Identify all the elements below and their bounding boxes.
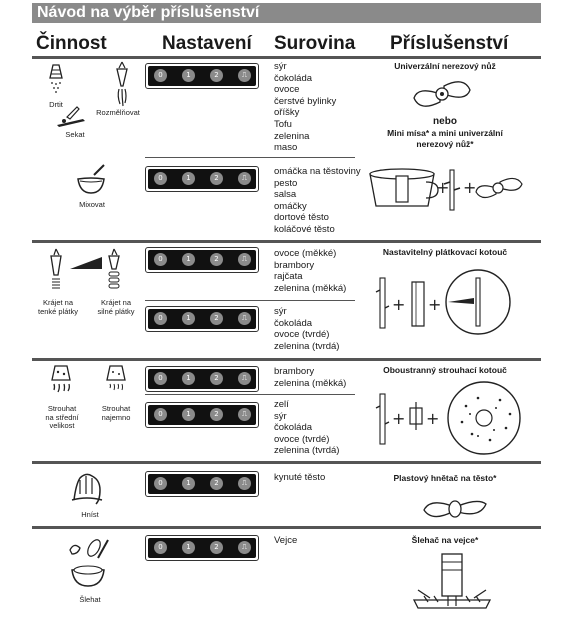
activity-label-mix: Mixovat: [79, 200, 105, 209]
activity-label-chop: Sekat: [65, 130, 85, 139]
setting-panel: [145, 402, 259, 428]
setting-panel: [145, 166, 259, 192]
ingredients-mix: omáčka na těstoviny pesto salsa omáčky dortové těsto koláčové těsto: [274, 166, 361, 235]
whisk-bowl-icon: [66, 536, 114, 595]
setting-panel: [145, 306, 259, 332]
accessory-universal-blade: Univerzální nerezový nůž: [394, 61, 496, 71]
setting-button-0: 0: [154, 541, 167, 554]
slicing-disc-icon: [372, 268, 522, 341]
header-settings: Nastavení: [162, 33, 252, 54]
activity-label-whip: Šlehat: [79, 595, 101, 604]
blade-icon: [410, 72, 474, 121]
carrot-icon: [113, 60, 131, 113]
setting-button-2: 2: [210, 372, 223, 385]
svg-text:+: +: [463, 178, 477, 197]
setting-button-3: ⎍: [238, 541, 251, 554]
shred-coarse-icon: [50, 364, 76, 399]
row-divider: [145, 157, 355, 158]
ingredients-whip: Vejce: [274, 535, 298, 546]
setting-button-1: 1: [182, 172, 195, 185]
activity-label-crush: Drtit: [49, 100, 63, 109]
setting-button-0: 0: [154, 477, 167, 490]
ingredients-shred-hard: zelí sýr čokoláda ovoce (tvrdé) zelenina (tvrdá): [274, 399, 340, 457]
header-accessories: Příslušenství: [390, 33, 509, 54]
setting-button-3: ⎍: [238, 172, 251, 185]
setting-button-3: ⎍: [238, 477, 251, 490]
dough-blade-icon: [420, 490, 490, 529]
title-bar: [32, 3, 541, 23]
setting-button-3: ⎍: [238, 372, 251, 385]
row-divider: [145, 394, 355, 395]
setting-button-2: 2: [210, 69, 223, 82]
setting-button-1: 1: [182, 477, 195, 490]
svg-text:+: +: [428, 295, 442, 314]
section-separator: [32, 461, 541, 464]
slice-thin-icon: [48, 247, 134, 296]
setting-button-0: 0: [154, 312, 167, 325]
shredding-disc-icon: [372, 378, 532, 461]
grater-icon: [46, 62, 66, 103]
kneading-hand-icon: [70, 470, 104, 511]
setting-panel: [145, 366, 259, 392]
setting-button-3: ⎍: [238, 408, 251, 421]
setting-button-1: 1: [182, 541, 195, 554]
header-ingredients: Surovina: [274, 33, 356, 54]
svg-text:+: +: [392, 295, 406, 314]
setting-button-3: ⎍: [238, 312, 251, 325]
activity-label-mince: Rozmělňovat: [96, 108, 140, 117]
setting-button-2: 2: [210, 312, 223, 325]
activity-label-thin-slice: Krájet na tenké plátky: [37, 298, 79, 316]
setting-button-2: 2: [210, 172, 223, 185]
activity-label-shred-medium: Strouhat na střední velikost: [45, 404, 79, 430]
setting-button-3: ⎍: [238, 69, 251, 82]
setting-button-1: 1: [182, 69, 195, 82]
egg-whip-icon: [410, 550, 494, 619]
setting-button-0: 0: [154, 408, 167, 421]
accessory-shredding-disc: Oboustranný strouhací kotouč: [383, 365, 507, 375]
accessory-mini-bowl: Mini mísa* a mini univerzální nerezový nůž*: [387, 128, 503, 149]
setting-panel: [145, 247, 259, 273]
header-activity: Činnost: [36, 33, 107, 54]
ingredients-shred-soft: brambory zelenina (měkká): [274, 366, 347, 389]
bowl-spoon-icon: [76, 163, 106, 200]
setting-button-0: 0: [154, 69, 167, 82]
setting-panel: [145, 471, 259, 497]
ingredients-chop: sýr čokoláda ovoce čerstvé bylinky oříšky Tofu zelenina maso: [274, 61, 337, 154]
activity-label-thick-slice: Krájet na silné plátky: [97, 298, 135, 316]
shred-fine-icon: [105, 364, 131, 399]
setting-button-0: 0: [154, 372, 167, 385]
setting-button-1: 1: [182, 253, 195, 266]
ingredients-knead: kynuté těsto: [274, 472, 326, 483]
setting-button-3: ⎍: [238, 253, 251, 266]
accessory-or: nebo: [433, 116, 457, 127]
setting-button-0: 0: [154, 172, 167, 185]
activity-label-shred-fine: Strouhat najemno: [101, 404, 131, 422]
setting-button-0: 0: [154, 253, 167, 266]
section-separator: [32, 358, 541, 361]
setting-button-2: 2: [210, 477, 223, 490]
header-separator: [32, 56, 541, 59]
setting-button-2: 2: [210, 408, 223, 421]
accessory-dough-blade: Plastový hnětač na těsto*: [393, 473, 497, 483]
row-divider: [145, 300, 355, 301]
svg-text:+: +: [392, 409, 406, 428]
activity-label-knead: Hníst: [81, 510, 99, 519]
svg-text:+: +: [436, 178, 450, 197]
setting-button-1: 1: [182, 312, 195, 325]
ingredients-slice-hard: sýr čokoláda ovoce (tvrdé) zelenina (tvrdá): [274, 306, 340, 352]
setting-panel: [145, 535, 259, 561]
setting-button-2: 2: [210, 541, 223, 554]
setting-panel: [145, 63, 259, 89]
setting-button-2: 2: [210, 253, 223, 266]
setting-button-1: 1: [182, 408, 195, 421]
accessory-slicing-disc: Nastavitelný plátkovací kotouč: [382, 247, 508, 257]
section-separator: [32, 240, 541, 243]
setting-button-1: 1: [182, 372, 195, 385]
accessory-egg-whip: Šlehač na vejce*: [411, 535, 479, 545]
page-title: Návod na výběr příslušenství: [37, 4, 260, 21]
mini-bowl-icon: [366, 160, 534, 217]
ingredients-slice-soft: ovoce (měkké) brambory rajčata zelenina (měkká): [274, 248, 347, 294]
svg-text:+: +: [426, 409, 440, 428]
